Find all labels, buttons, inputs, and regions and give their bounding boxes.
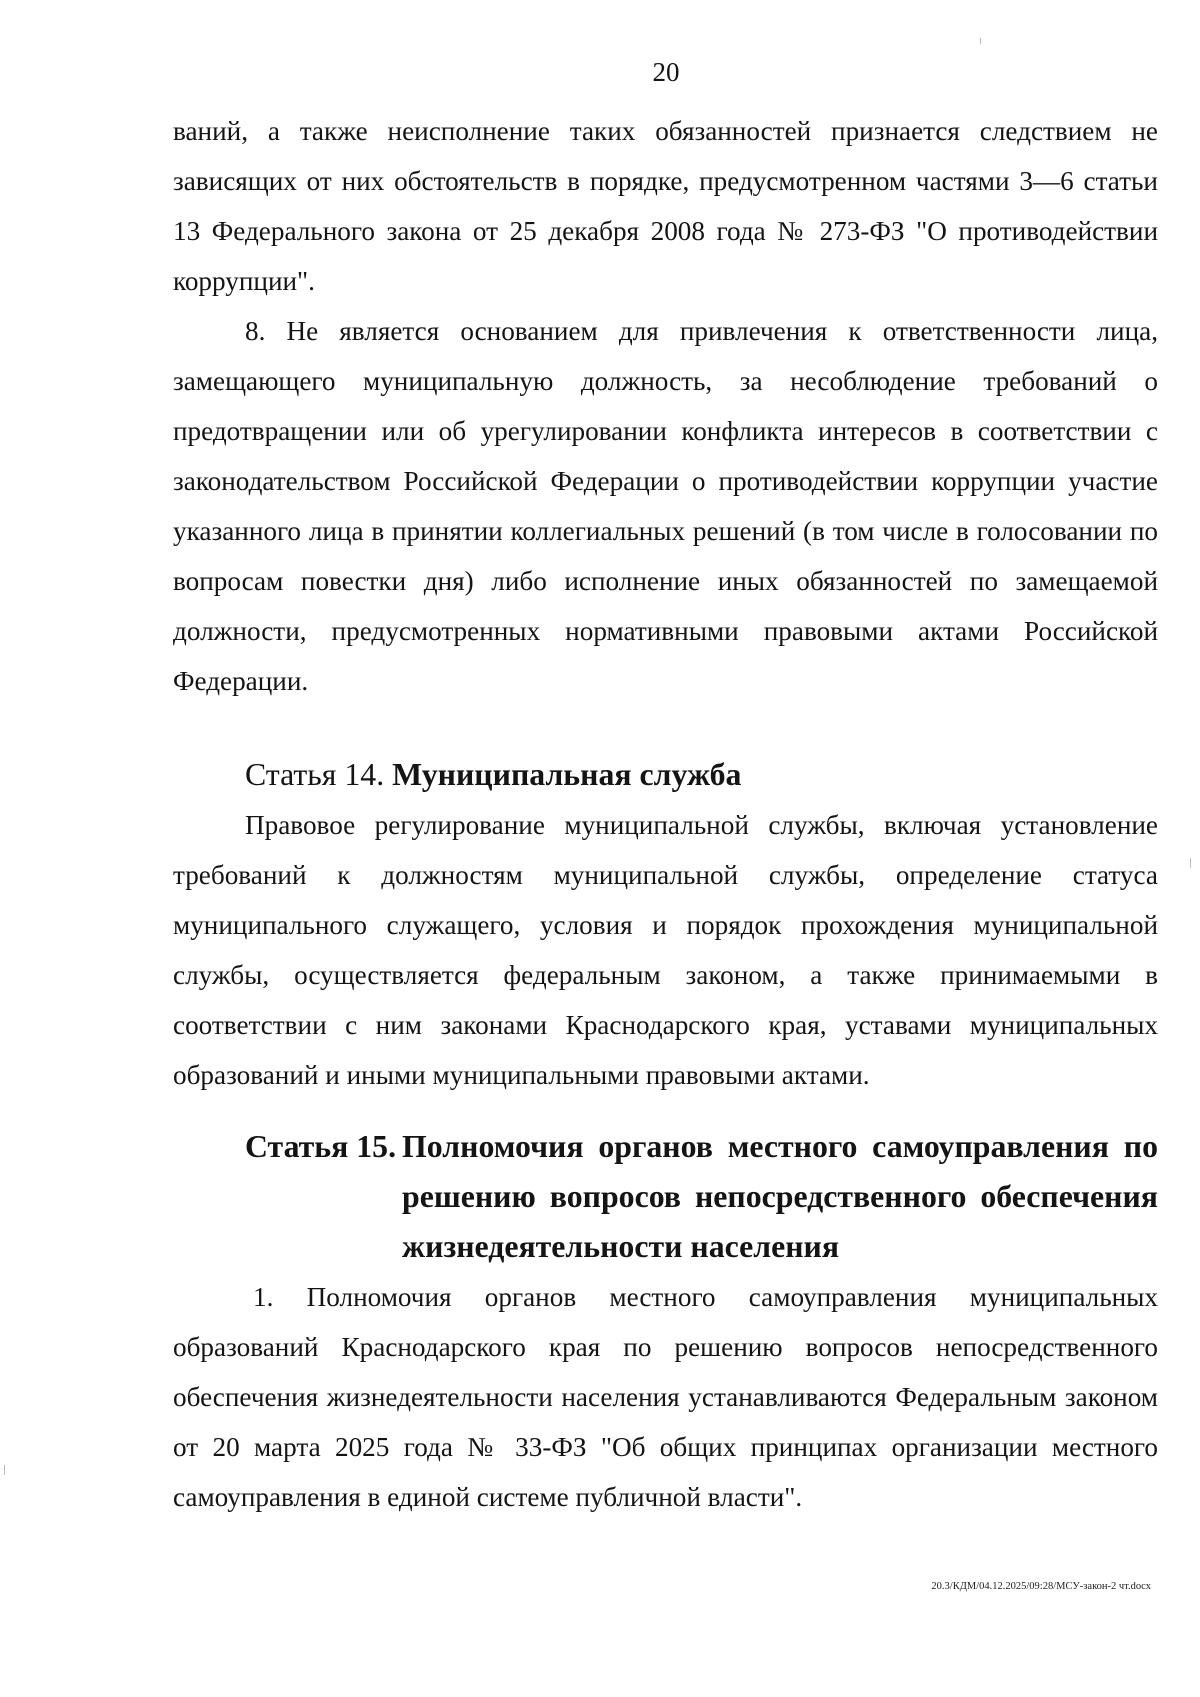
document-body [173, 106, 1158, 1522]
spacer [173, 1100, 1158, 1122]
article-14-heading [173, 750, 1158, 800]
article-14-prefix: Статья 14. [245, 757, 385, 792]
paragraph-continuation: ваний, а также неисполнение таких обязанностей признается следствием не зависящих от них обстоятельств в порядке, предусмотренном частями 3—6 статьи 13 Федерального закона от 25 декабря 2008 года № 273-ФЗ "О противодействии коррупции". [173, 116, 1158, 296]
paragraph-item-8: 8. Не является основанием для привлечения к ответственности лица, замещающего муниципальную должность, за несоблюдение требований о предотвращении или об урегулировании конфликта интересов в соответствии с законодательством Российской Федерации о противодействии коррупции участие указанного лица в принятии коллегиальных решений (в том числе в голосовании по вопросам повестки дня) либо исполнение иных обязанностей по замещаемой должности, предусмотренных нормативными правовыми актами Российской Федерации. [173, 316, 1158, 696]
spacer [173, 706, 1158, 750]
article-15-item-1: 1. Полномочия органов местного самоуправления муниципальных образований Краснодарского края по решению вопросов непосредственного обеспечения жизнедеятельности населения устанавливаются Федеральным законом от 20 марта 2025 года № 33-ФЗ "Об общих принципах организации местного самоуправления в единой системе публичной власти". [173, 1282, 1158, 1512]
scan-mark [4, 1465, 5, 1475]
scan-mark [980, 38, 981, 44]
scan-mark [1190, 858, 1191, 868]
article-15-title: Полномочия органов местного самоуправления по решению вопросов непосредственного обеспечения жизнедеятельности населения [402, 1129, 1158, 1264]
file-stamp: 20.3/КДМ/04.12.2025/09:28/МСУ-закон-2 чт.docx [931, 1581, 1151, 1592]
article-15-prefix: Статья 15. [245, 1129, 397, 1164]
article-14-body: Правовое регулирование муниципальной службы, включая установление требований к должностям муниципальной службы, определение статуса муниципального служащего, условия и порядок прохождения муниципальной службы, осуществляется федеральным законом, а также принимаемыми в соответствии с ним законами Краснодарского края, уставами муниципальных образований и иными муниципальными правовыми актами. [173, 810, 1158, 1090]
article-15-heading [173, 1122, 1158, 1272]
page-number: 20 [652, 57, 680, 87]
article-14-title: Муниципальная служба [392, 757, 742, 792]
